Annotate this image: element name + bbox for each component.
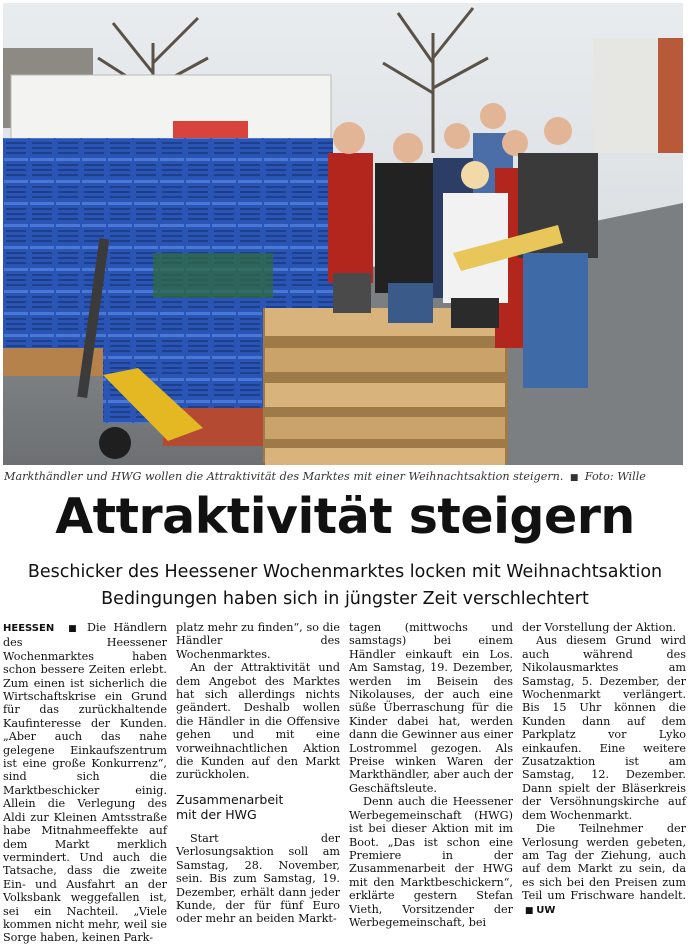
paragraph: platz mehr zu finden“, so die Händler des Wochenmarktes. [176, 621, 340, 661]
article-subheadline-2: Bedingungen haben sich in jüngster Zeit verschlechtert [101, 589, 589, 609]
dateline: HEESSEN [3, 623, 55, 634]
market-stall-roof [11, 75, 331, 143]
text-column-1 [3, 621, 167, 945]
author-signature: UW [536, 904, 556, 916]
photo-credit: Foto: Wille [584, 470, 646, 483]
market-scene-illustration [3, 3, 683, 465]
paragraph: der Vorstellung der Aktion. [522, 621, 677, 634]
text-column-4 [522, 621, 686, 916]
paragraph: Start der Verlosungsaktion soll am Samstag, 28. November, sein. Bis zum Samstag, 19. Dezember, erhält dann jeder Kunde, der für fünf Euro oder mehr an beiden Markt- [176, 831, 340, 926]
article-headline: Attraktivität steigern [55, 488, 635, 545]
article-photo [3, 3, 683, 465]
text-column-2 [176, 621, 340, 926]
paragraph: Die Teilnehmer der Verlosung werden gebeten, am Tag der Ziehung, auch auf dem Markt zu sein, da es sich bei den Preisen zum Teil um Frischware handelt. [522, 822, 686, 903]
paragraph: An der Attraktivität und dem Angebot des Marktes hat sich allerdings nichts geändert. Deshalb wollen die Händler in die Offensive gehen und mit eine vorweihnachtlichen Aktion die Kunden auf den Markt zurückholen. [176, 661, 340, 782]
subheading-line: Zusammenarbeit [176, 791, 284, 807]
section-subheading [176, 792, 340, 822]
photo-caption [4, 470, 686, 483]
wooden-pallet [263, 308, 508, 465]
caption-text: Markthändler und HWG wollen die Attraktivität des Marktes mit einer Weihnachtsaktion steigern. [4, 470, 564, 483]
article-subheadline: Beschicker des Heessener Wochenmarktes locken mit Weihnachtsaktion [27, 562, 663, 582]
bullet-icon: ■ [567, 473, 582, 483]
bullet-icon: ■ [61, 624, 87, 634]
bullet-icon: ■ [522, 905, 537, 916]
subheading-line: mit der HWG [176, 806, 257, 822]
paragraph: tagen (mittwochs und samstags) bei einem Händler einkauft ein Los. Am Samstag, 19. Dezember, werden im Beisein des Nikolauses, der auch eine süße Überraschung für die Kinder dabei hat, werden dann die Gewinner aus einer Lostrommel gezogen. Als Preise winken Waren der Markthändler, aber auch der Geschäftsleute. [349, 621, 513, 795]
paragraph: Denn auch die Heessener Werbegemeinschaft (HWG) ist bei dieser Aktion mit im Boot. „Das ist schon eine Premiere in der Zusammenarbeit der HWG mit den Marktbeschickern“, erklärte gestern Stefan Vieth, Vorsitzender der Werbegemeinschaft, bei [349, 795, 513, 929]
article-body [3, 621, 687, 945]
paragraph: Aus diesem Grund wird auch während des Nikolausmarktes am Samstag, 5. Dezember, der Wochenmarkt verlängert. Bis 15 Uhr können die Kunden dann auf dem Parkplatz vor Lyko einkaufen. Eine weitere Zusatzaktion ist am Samstag, 12. Dezember. Dann spielt der Bläserkreis der Versöhnungskirche auf dem Wochenmarkt. [522, 634, 686, 822]
paragraph: Die Händlern des Heessener Wochenmarktes haben schon bessere Zeiten erlebt. Zum einen ist sicherlich die Wirtschaftskrise ein Grund für das zurückhaltende Kaufinteresse der Kunden. „Aber auch das nahe gelegene Einkaufszentrum ist eine große Konkurrenz“, sind sich die Marktbeschicker einig. Allein die Verlegung des Aldi zur Kleinen Amtsstraße habe Mitnahmeeffekte auf dem Markt merklich vermindert. Und auch die Tatsache, dass die zweite Ein- und Ausfahrt an der Volksbank weggefallen ist, sei ein Nachteil. „Viele kommen nicht mehr, weil sie Sorge haben, keinen Park- [3, 621, 167, 945]
text-column-3 [349, 621, 513, 929]
